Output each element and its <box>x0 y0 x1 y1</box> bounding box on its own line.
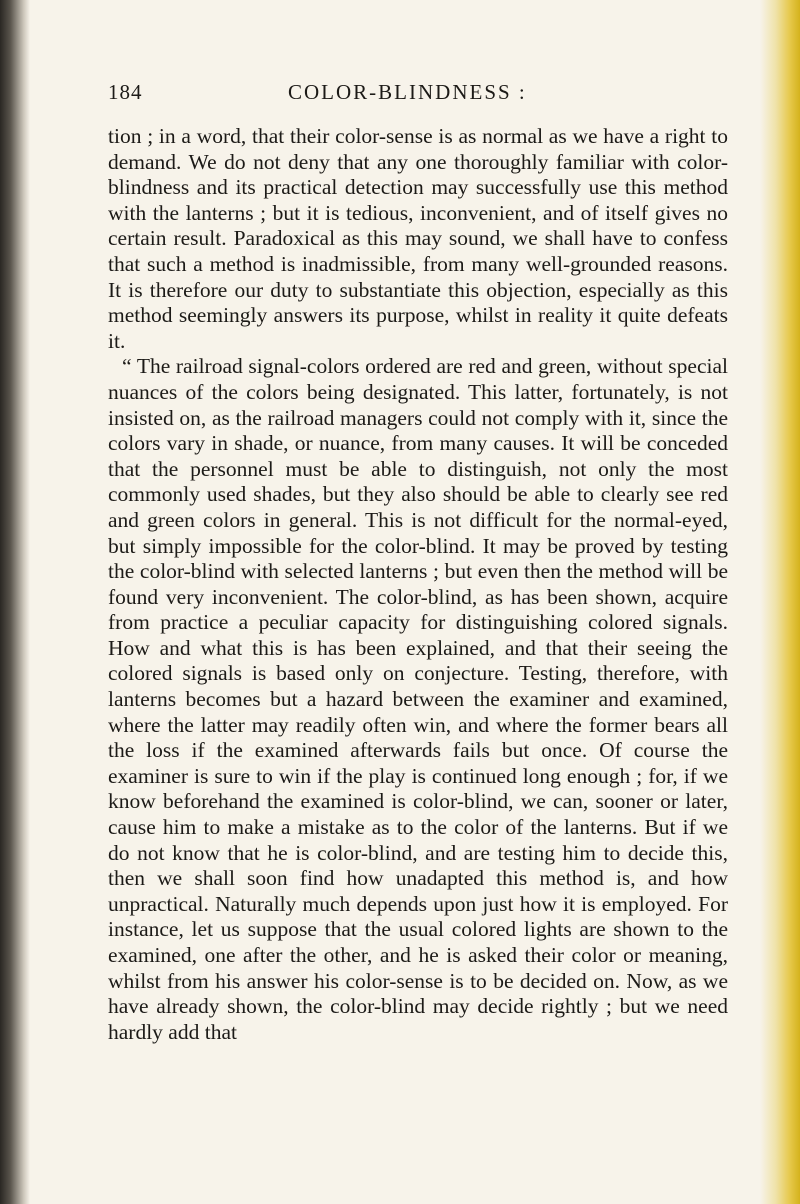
page-number: 184 <box>108 80 143 104</box>
book-binding-left <box>0 0 30 1204</box>
body-text <box>108 124 728 1045</box>
page-header <box>108 80 728 120</box>
running-head: COLOR-BLINDNESS : <box>288 80 527 104</box>
paragraph: “ The railroad signal-colors ordered are red and green, without special nuances of the colors being designated. This latter, fortunately, is not insisted on, as the railroad managers could not comply with it, since the colors vary in shade, or nuance, from many causes. It will be conceded that the personnel must be able to distinguish, not only the most commonly used shades, but they also should be able to clearly see red and green colors in general. This is not difficult for the normal-eyed, but simply impossible for the color-blind. It may be proved by testing the color-blind with selected lanterns ; but even then the method will be found very inconvenient. The color-blind, as has been shown, acquire from practice a peculiar capacity for distinguishing colored signals. How and what this is has been explained, and that their seeing the colored signals is based only on conjecture. Testing, therefore, with lanterns becomes but a hazard between the examiner and examined, where the latter may readily often win, and where the former bears all the loss if the examined afterwards fails but once. Of course the examiner is sure to win if the play is continued long enough ; for, if we know beforehand the examined is color-blind, we can, sooner or later, cause him to make a mistake as to the color of the lanterns. But if we do not know that he is color-blind, and are testing him to decide this, then we shall soon find how unadapted this method is, and how unpractical. Naturally much depends upon just how it is employed. For instance, let us suppose that the usual colored lights are shown to the examined, one after the other, and he is asked their color or meaning, whilst from his answer his color-sense is to be decided on. Now, as we have already shown, the color-blind may decide rightly ; but we need hardly add that <box>108 354 728 1044</box>
page-edge-right <box>760 0 800 1204</box>
book-page <box>108 80 728 1045</box>
paragraph: tion ; in a word, that their color-sense is as normal as we have a right to demand. We do not deny that any one thoroughly familiar with color-blindness and its practical detection may successfully use this method with the lanterns ; but it is tedious, inconvenient, and of itself gives no certain result. Paradoxical as this may sound, we shall have to confess that such a method is inadmissible, from many well-grounded reasons. It is therefore our duty to substantiate this objection, especially as this method seemingly answers its purpose, whilst in reality it quite defeats it. <box>108 124 728 353</box>
